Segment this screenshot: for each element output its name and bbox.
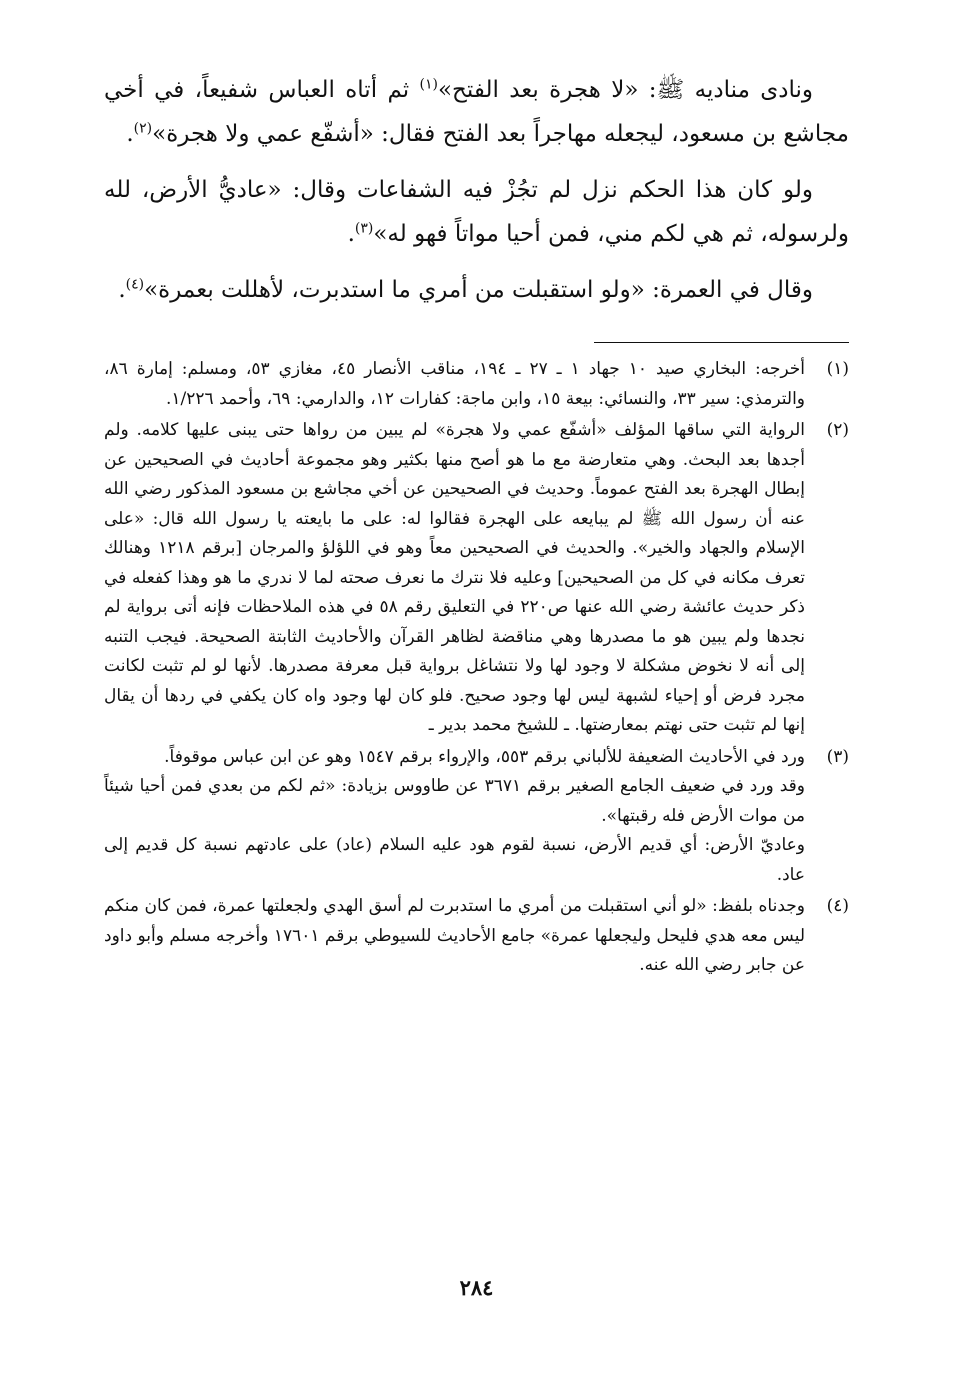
footnote-marker: (١) [419,76,438,93]
paragraph-text: . [118,277,126,303]
footnote-body [104,892,805,981]
footnote-text: وجدناه بلفظ: «لو أني استقبلت من أمري ما استدبرت لم أسق الهدي ولجعلتها عمرة، فمن كان منكم ليس معه هدي فليحل وليجعلها عمرة» جامع الأحاديث للسيوطي برقم ١٧٦٠١ وأخرجه مسلم وأبو داود عن جابر رضي الله عنه. [104,896,805,975]
footnote-text: أخرجه: البخاري صيد ١٠ جهاد ١ ـ ٢٧ ـ ١٩٤، مناقب الأنصار ٤٥، مغازي ٥٣، ومسلم: إمارة ٨٦، والترمذي: سير ٣٣، والنسائي: بيعة ١٥، وابن ماجة: كفارات ١٢، والدارمي: ٦٩، وأحمد ١/٢٢٦. [104,359,806,409]
footnote-text: وعاديّ الأرض: أي قديم الأرض، نسبة لقوم هود عليه السلام (عاد) على عادتهم نسبة كل قديم إلى عاد. [104,835,805,885]
footnote-body [104,416,805,741]
paragraph-text: ثم أتاه العباس شفيعاً، في أخي مجاشع بن مسعود، ليجعله مهاجراً بعد الفتح فقال: «أشفّع عمي ولا هجرة» [104,77,849,147]
footnote-marker: (٣) [354,220,374,237]
footnote-marker: (٢) [133,120,153,137]
footnote [104,892,849,981]
footnote-marker: (٤) [125,276,145,293]
footnote [104,416,849,741]
main-paragraph [104,68,849,156]
footnote-number: (٢) [826,420,849,440]
footnote [104,743,849,891]
main-paragraph [104,168,849,256]
footnote-separator [594,342,849,343]
footnote-text: الرواية التي ساقها المؤلف «أشفّع عمي ولا هجرة» لم يبين من رواها حتى يبنى عليها كلامه. ولم أجدها بعد البحث. وهي متعارضة مع ما هو أصح منها بكثير وهو مجموعة أحاديث في الصحيحين عن إبطال الهجرة بعد الفتح عموماً. وحديث في الصحيحين عن أخي مجاشع بن مسعود المذكور رضي الله عنه أن رسول الله ﷺ لم يبايعه على الهجرة فقالوا له: على ما بايعته يا رسول الله قال: «على الإسلام والجهاد والخير». والحديث في الصحيحين معاً وهو في اللؤلؤ والمرجان [برقم ١٢١٨ وهنالك تعرف مكانه في كل من الصحيحين] وعليه فلا نترك ما نعرف صحته لما لا ندري ما هو وهذا كفعله في ذكر حديث عائشة رضي الله عنها ص٢٢٠ في التعليق رقم ٥٨ في هذه الملاحظات فإنه أتى برواية لم نجدها ولم يبين هو ما مصدرها وهي مناقضة لظاهر القرآن والأحاديث الثابتة الصحيحة. فيجب التنبه إلى أنه لا نخوض مشكلة لا وجود لها ولا نتشاغل برواية قبل معرفة مصدرها. لأنها لو لم تثبت لكانت مجرد فرض أو إحياء لشبهة ليس لها وجود صحيح. فلو كان لها وجود واه كان يكفي في ردها أن يقال إنها لم تثبت حتى نهتم بمعارضتها. ـ للشيخ محمد بدير ـ [104,420,805,735]
page-number: ٢٨٤ [459,1275,494,1300]
main-text [104,68,849,312]
main-paragraph [104,268,849,312]
paragraph-text: . [347,221,355,247]
footnote-number: (١) [826,359,849,379]
paragraph-text: ونادى مناديه ﷺ: «لا هجرة بعد الفتح» [437,77,813,103]
footnote-text: ورد في الأحاديث الضعيفة للألباني برقم ٥٥٣، والإرواء برقم ١٥٤٧ وهو عن ابن عباس موقوفاً. [164,746,805,767]
footnote-body [104,355,805,414]
footnote-number: (٤) [826,896,849,916]
footnotes [104,355,849,981]
footnote [104,355,849,414]
footnote-text: وقد ورد في ضعيف الجامع الصغير برقم ٣٦٧١ عن طاووس بزيادة: «ثم لكم من بعدي فمن أحيا شيئاً من موات الأرض فله رقبتها». [104,776,805,826]
paragraph-text: وقال في العمرة: «ولو استقبلت من أمري ما استدبرت، لأهللت بعمرة» [144,277,813,303]
footnote-body [104,743,805,891]
paragraph-text: ولو كان هذا الحكم نزل لم تجُزْ فيه الشفاعات وقال: «عاديُّ الأرض، لله ولرسوله، ثم هي لكم مني، فمن أحيا مواتاً فهو له» [104,177,849,247]
paragraph-text: . [126,121,134,147]
footnote-number: (٣) [826,746,849,767]
